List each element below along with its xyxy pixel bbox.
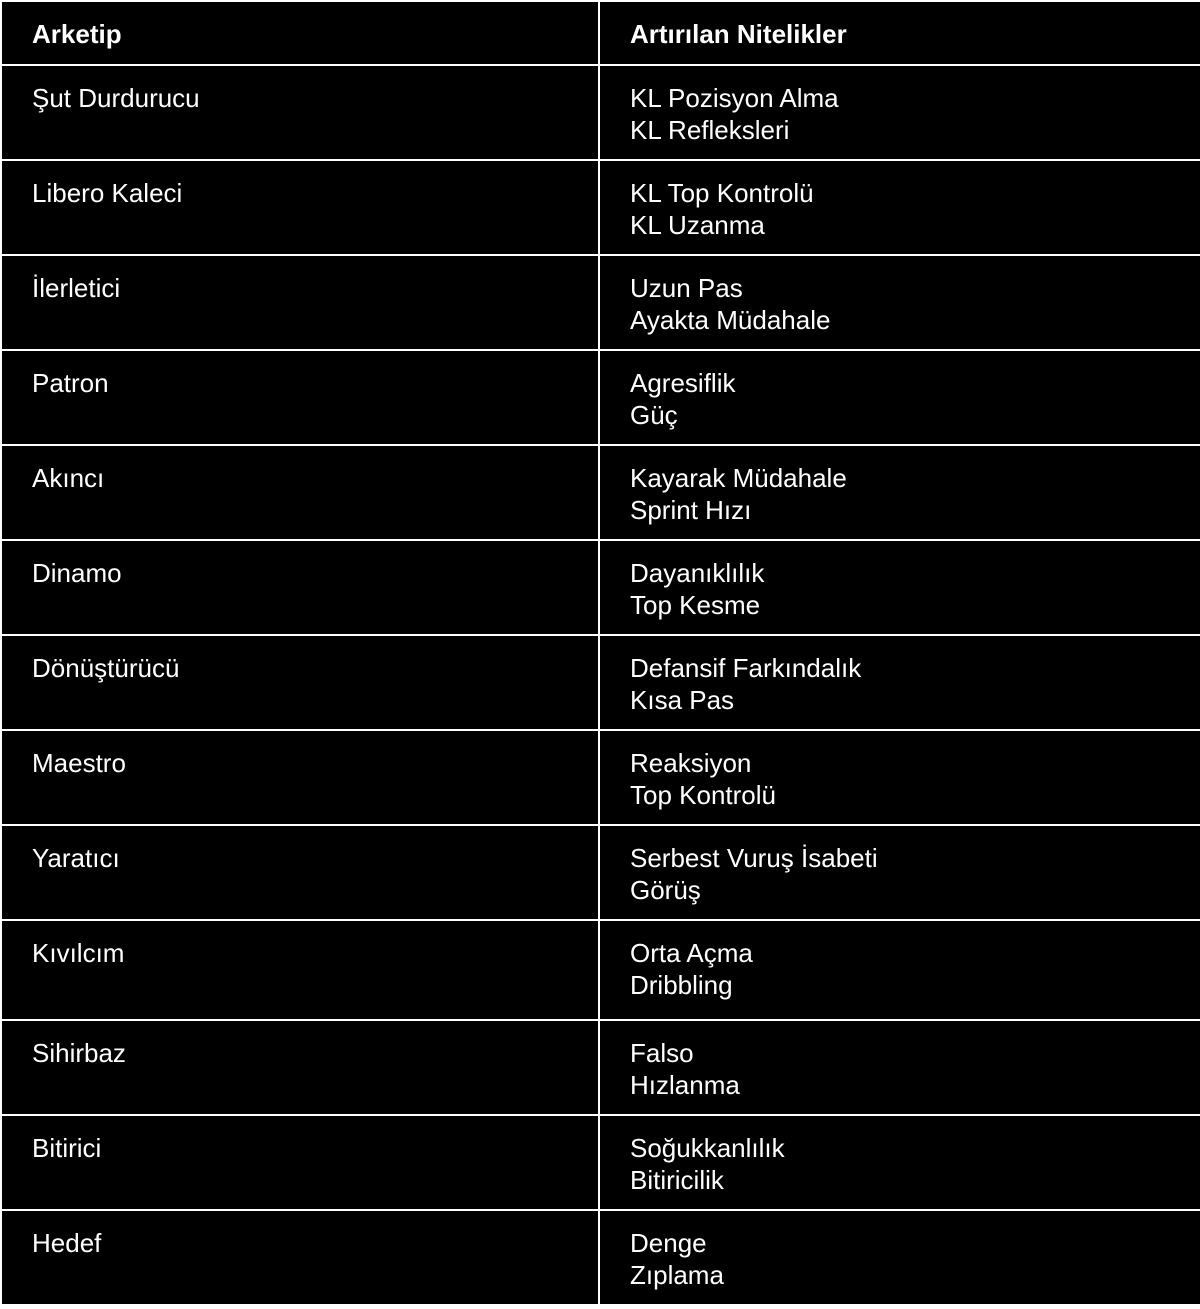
archetype-cell: Kıvılcım bbox=[1, 920, 599, 1020]
attributes-cell bbox=[599, 65, 1200, 160]
table-row bbox=[1, 65, 1200, 160]
table-row bbox=[1, 255, 1200, 350]
attribute-2: Görüş bbox=[630, 875, 701, 905]
header-attributes: Artırılan Nitelikler bbox=[599, 1, 1200, 65]
table-row bbox=[1, 1210, 1200, 1305]
attribute-1: Denge bbox=[630, 1228, 707, 1258]
attribute-1: Dayanıklılık bbox=[630, 558, 765, 588]
attributes-cell bbox=[599, 730, 1200, 825]
table-row bbox=[1, 445, 1200, 540]
attribute-2: KL Uzanma bbox=[630, 210, 765, 240]
attribute-2: Dribbling bbox=[630, 970, 733, 1000]
archetype-cell: Şut Durdurucu bbox=[1, 65, 599, 160]
attribute-1: KL Pozisyon Alma bbox=[630, 83, 839, 113]
table-row bbox=[1, 1115, 1200, 1210]
attributes-cell bbox=[599, 635, 1200, 730]
attributes-cell bbox=[599, 255, 1200, 350]
attribute-1: Agresiflik bbox=[630, 368, 736, 398]
archetype-cell: İlerletici bbox=[1, 255, 599, 350]
attribute-1: Falso bbox=[630, 1038, 694, 1068]
table-header-row bbox=[1, 1, 1200, 65]
archetype-cell: Maestro bbox=[1, 730, 599, 825]
archetype-cell: Dinamo bbox=[1, 540, 599, 635]
archetype-cell: Sihirbaz bbox=[1, 1020, 599, 1115]
archetype-cell: Akıncı bbox=[1, 445, 599, 540]
attributes-cell bbox=[599, 920, 1200, 1020]
header-archetype: Arketip bbox=[1, 1, 599, 65]
attributes-cell bbox=[599, 1210, 1200, 1305]
table-row bbox=[1, 635, 1200, 730]
table-row bbox=[1, 350, 1200, 445]
attribute-1: Orta Açma bbox=[630, 938, 753, 968]
archetype-cell: Hedef bbox=[1, 1210, 599, 1305]
table-row bbox=[1, 825, 1200, 920]
archetype-cell: Dönüştürücü bbox=[1, 635, 599, 730]
archetype-cell: Patron bbox=[1, 350, 599, 445]
attribute-2: Hızlanma bbox=[630, 1070, 740, 1100]
table-row bbox=[1, 920, 1200, 1020]
archetype-cell: Bitirici bbox=[1, 1115, 599, 1210]
attributes-cell bbox=[599, 540, 1200, 635]
archetype-cell: Yaratıcı bbox=[1, 825, 599, 920]
attributes-cell bbox=[599, 825, 1200, 920]
attribute-2: Top Kontrolü bbox=[630, 780, 776, 810]
table-row bbox=[1, 540, 1200, 635]
attribute-2: Bitiricilik bbox=[630, 1165, 724, 1195]
attribute-2: Ayakta Müdahale bbox=[630, 305, 831, 335]
attributes-cell bbox=[599, 1020, 1200, 1115]
attribute-2: Sprint Hızı bbox=[630, 495, 752, 525]
attribute-2: Kısa Pas bbox=[630, 685, 735, 715]
attribute-2: Top Kesme bbox=[630, 590, 761, 620]
attribute-1: KL Top Kontrolü bbox=[630, 178, 814, 208]
table-row bbox=[1, 730, 1200, 825]
attributes-cell bbox=[599, 1115, 1200, 1210]
archetype-cell: Libero Kaleci bbox=[1, 160, 599, 255]
attribute-2: Zıplama bbox=[630, 1260, 724, 1290]
attribute-1: Serbest Vuruş İsabeti bbox=[630, 843, 878, 873]
attribute-2: KL Refleksleri bbox=[630, 115, 790, 145]
table-row bbox=[1, 1020, 1200, 1115]
attribute-1: Kayarak Müdahale bbox=[630, 463, 847, 493]
attribute-1: Defansif Farkındalık bbox=[630, 653, 862, 683]
attribute-1: Soğukkanlılık bbox=[630, 1133, 785, 1163]
attributes-cell bbox=[599, 350, 1200, 445]
attribute-1: Uzun Pas bbox=[630, 273, 743, 303]
attribute-1: Reaksiyon bbox=[630, 748, 752, 778]
table-body bbox=[1, 65, 1200, 1305]
table-row bbox=[1, 160, 1200, 255]
attributes-cell bbox=[599, 445, 1200, 540]
attributes-cell bbox=[599, 160, 1200, 255]
attribute-2: Güç bbox=[630, 400, 678, 430]
